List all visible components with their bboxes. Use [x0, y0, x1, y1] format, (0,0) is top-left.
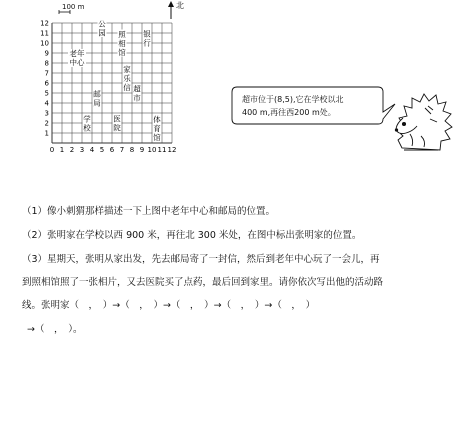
svg-text:校: 校 [83, 123, 91, 133]
svg-text:照: 照 [118, 30, 126, 39]
svg-text:学: 学 [83, 114, 91, 124]
x-tick-label: 8 [129, 146, 135, 154]
place-label [123, 64, 132, 92]
y-tick-label: 12 [40, 19, 49, 28]
svg-text:园: 园 [98, 28, 106, 38]
north-label: 北 [176, 1, 184, 10]
y-tick-label: 4 [44, 99, 49, 108]
bubble-text-line1: 超市位于(8,5),它在学校以北 [242, 95, 344, 104]
y-tick-label: 8 [44, 59, 49, 68]
x-tick-label: 7 [119, 146, 125, 154]
svg-text:超: 超 [133, 84, 141, 94]
y-tick-label: 5 [44, 89, 49, 98]
question-3-line3: 线。张明家（ ， ）→（ ， ）→（ ， ）→（ ， ）→（ ， ） [22, 300, 316, 311]
x-tick-label: 0 [49, 146, 55, 154]
x-tick-label: 4 [89, 146, 95, 154]
svg-text:中心: 中心 [69, 58, 85, 67]
x-tick-label: 3 [79, 146, 85, 154]
x-tick-label: 2 [69, 146, 75, 154]
svg-text:医: 医 [113, 114, 121, 124]
place-label [143, 29, 152, 48]
svg-text:育: 育 [153, 124, 161, 133]
x-tick-label: 12 [167, 146, 177, 154]
svg-text:邮: 邮 [93, 89, 101, 99]
x-tick-label: 9 [139, 146, 145, 154]
x-tick-label: 11 [157, 146, 167, 154]
svg-text:馆: 馆 [153, 133, 161, 142]
svg-text:体: 体 [153, 115, 161, 124]
question-2: （2）张明家在学校以西 900 米，再往北 300 米处，在图中标出张明家的位置。 [22, 230, 362, 241]
hedgehog-icon [395, 94, 452, 150]
question-3-line4: →（ ， ）。 [27, 324, 83, 335]
svg-text:老年: 老年 [69, 49, 85, 58]
x-tick-label: 5 [99, 146, 105, 154]
question-3-line1: （3）星期天，张明从家出发，先去邮局寄了一封信，然后到老年中心玩了一会儿，再 [22, 254, 380, 265]
y-tick-label: 3 [44, 109, 49, 118]
svg-text:银: 银 [143, 29, 151, 39]
svg-text:馆: 馆 [118, 48, 126, 57]
y-tick-label: 11 [40, 29, 49, 38]
north-arrow-icon [168, 1, 174, 19]
question-1: （1）像小刺猬那样描述一下上图中老年中心和邮局的位置。 [22, 206, 276, 217]
place-label [113, 114, 122, 133]
place-label [68, 48, 86, 67]
y-tick-label: 1 [44, 129, 49, 138]
svg-text:乐: 乐 [123, 74, 131, 83]
svg-text:局: 局 [93, 98, 101, 108]
svg-text:行: 行 [143, 38, 151, 48]
question-3-line2: 到照相馆照了一张相片，又去医院买了点药，最后回到家里。请你依次写出他的活动路 [22, 277, 384, 288]
bubble-text-line2: 400 m,再往西200 m处。 [242, 108, 336, 117]
place-label [153, 114, 162, 142]
place-label [133, 84, 142, 103]
x-tick-label: 6 [109, 146, 115, 154]
map-figure [0, 0, 456, 160]
y-tick-label: 2 [44, 119, 49, 128]
svg-text:相: 相 [118, 39, 126, 48]
y-tick-label: 6 [44, 79, 49, 88]
speech-bubble [232, 87, 395, 124]
svg-text:信: 信 [123, 83, 131, 92]
y-tick-label: 7 [44, 69, 49, 78]
y-tick-label: 10 [40, 39, 49, 48]
place-label [118, 30, 127, 58]
svg-text:公: 公 [98, 19, 106, 29]
svg-text:家: 家 [123, 65, 131, 74]
svg-text:市: 市 [133, 93, 141, 103]
place-label [93, 89, 102, 108]
place-label [98, 19, 107, 38]
x-tick-label: 1 [59, 146, 65, 154]
y-tick-label: 9 [44, 49, 49, 58]
place-label [83, 114, 92, 133]
x-tick-label: 10 [147, 146, 157, 154]
svg-text:院: 院 [113, 123, 121, 133]
scale-label: 100 m [62, 3, 85, 11]
